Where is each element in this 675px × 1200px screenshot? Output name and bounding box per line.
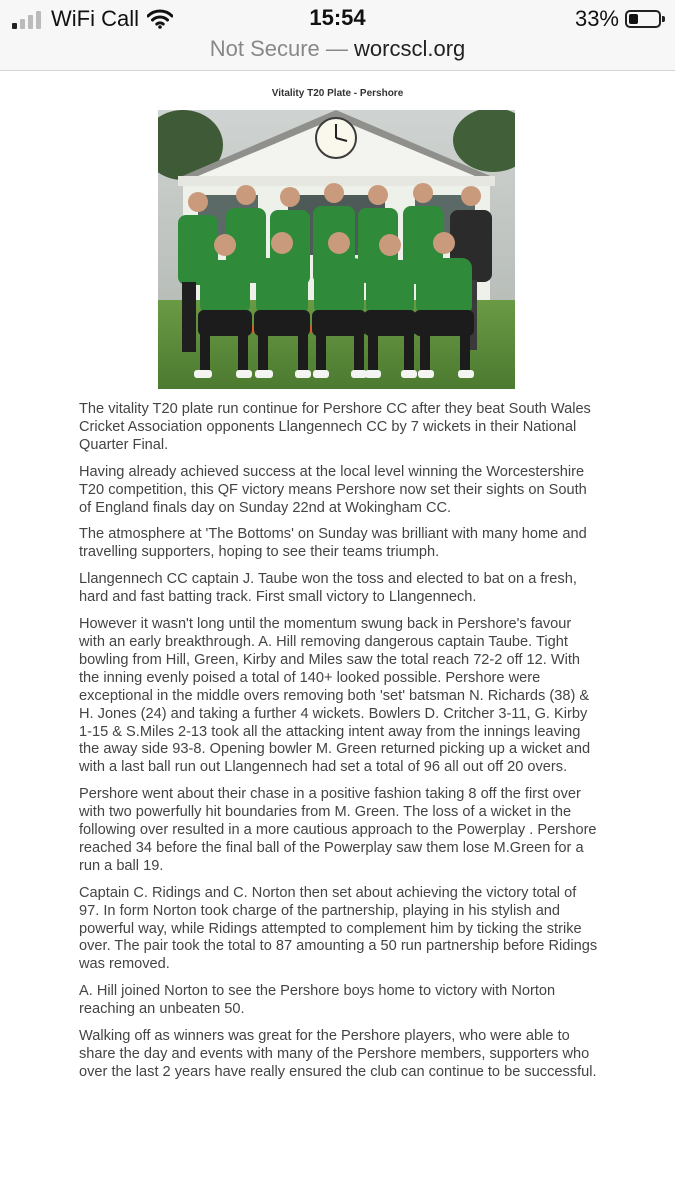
article-paragraph: A. Hill joined Norton to see the Pershore boys home to victory with Norton reaching an unbeaten 50. [79,983,556,1018]
article-paragraph: However it wasn't long until the momentum swung back in Pershore's favour with an early breakthrough. A. Hill removing dangerous captain Taube. Tight bowling from Hill, Green, Kirby and Miles saw the total reach 72-2 off 12. With the inning evenly poised a total of 140+ looked possible. Pershore were exceptional in the middle overs removing both 'set' batsman N. Richards (38) & H. Jones (24) and taking a further 4 wickets. Bowlers D. Critcher 3-11, G. Kirby 1-15 & S.Miles 2-13 took all the attacking intent away from the innings leaving the away side 93-8. Opening bowler M. Green returned picking up a wicket and with a last ball run out Llangennech had set a total of 96 all out off 20 overs. [79,616,591,776]
article-body [79,401,599,1091]
article-paragraph: Having already achieved success at the local level winning the Worcestershire T20 competition, this QF victory means Pershore now set their sights on South of England finals day on Sunday 22nd at Wokingham CC. [79,463,587,516]
page-content [0,71,675,1080]
article-paragraph: Pershore went about their chase in a positive fashion taking 8 off the first over with two powerfully hit boundaries from M. Green. The loss of a wicket in the following over resulted in a more cautious approach to the Powerplay . Pershore reached 34 before the final ball of the Powerplay saw them lose M.Green for a run a ball 19. [79,786,597,874]
status-bar [0,0,675,36]
url-domain: worcscl.org [354,36,466,61]
battery-percent: 33% [574,6,619,31]
carrier-label: WiFi Call [51,6,139,31]
article-paragraph: Llangennech CC captain J. Taube won the toss and elected to bat on a fresh, hard and fast batting track. First small victory to Llangennech. [79,571,577,606]
article-paragraph: Walking off as winners was great for the Pershore players, who were able to share the day and events with many of the Pershore members, supporters who over the last 2 years have really ensured the club can continue to be successful. [79,1028,597,1080]
url-separator: — [319,36,355,61]
article-paragraph: The atmosphere at 'The Bottoms' on Sunday was brilliant with many home and travelling supporters, hoping to see their teams triumph. [79,526,587,561]
battery-icon [625,10,661,28]
article-paragraph: The vitality T20 plate run continue for Pershore CC after they beat South Wales Cricket Association opponents Llangennech CC by 7 wickets in their National Quarter Final. [79,401,591,453]
address-bar[interactable] [0,36,675,71]
security-label: Not Secure [209,36,320,61]
article-title: Vitality T20 Plate - Pershore [271,88,404,99]
article-paragraph: Captain C. Ridings and C. Norton then set about achieving the victory total of 97. In form Norton took charge of the partnership, playing in his stylish and powerful way, while Ridings attempted to complement him by ticking the strike over. The pair took the total to 87 amounting a 50 run partnership before Ridings was removed. [79,884,598,973]
team-photo [158,110,515,389]
clock: 15:54 [309,5,366,30]
